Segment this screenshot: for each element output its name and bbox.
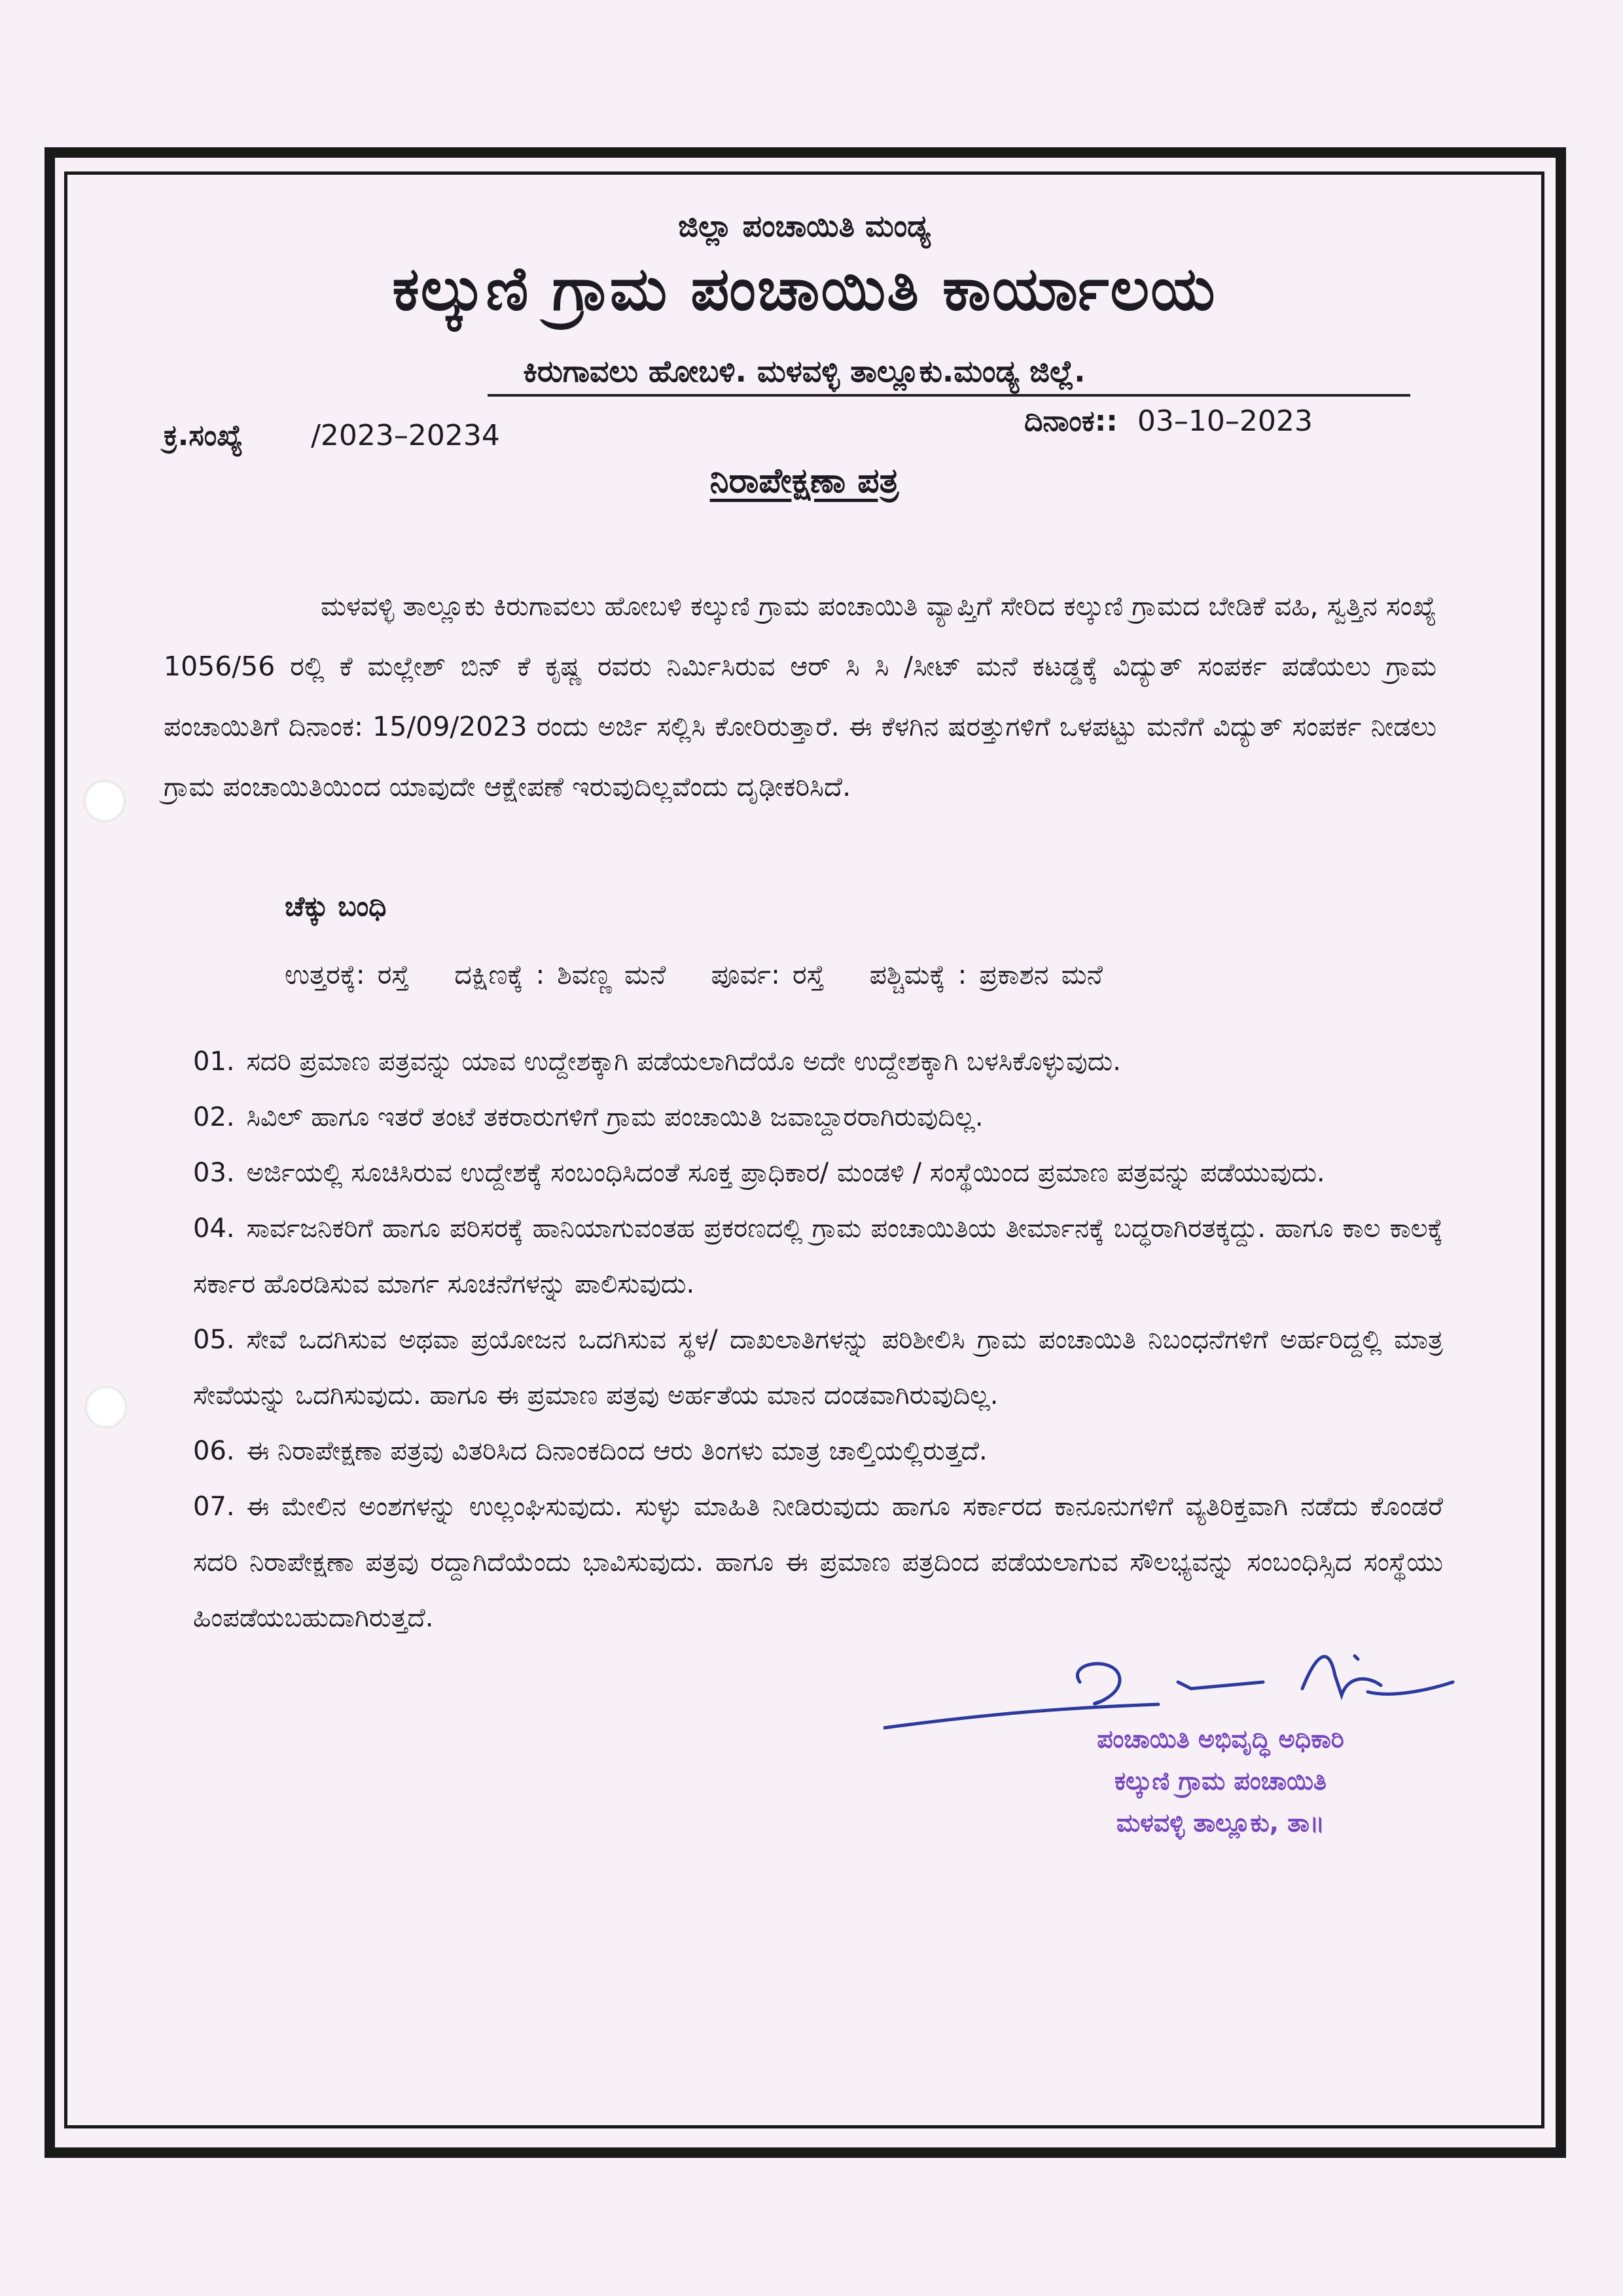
- date-label: ದಿನಾಂಕ::: [1024, 404, 1118, 438]
- boundary-east: ಪೂರ್ವ: ರಸ್ತೆ: [711, 959, 825, 990]
- condition-item: [193, 1034, 1443, 1090]
- header-rule: [488, 394, 1410, 397]
- document-title: [64, 461, 1544, 501]
- office-title: ಕಲ್ಕುಣಿ ಗ್ರಾಮ ಪಂಚಾಯಿತಿ ಕಾರ್ಯಾಲಯ: [392, 254, 1217, 324]
- issue-date: [1024, 404, 1313, 438]
- condition-number: 01.: [193, 1047, 235, 1077]
- condition-item: [193, 1201, 1443, 1312]
- stamp-line-designation: ಪಂಚಾಯಿತಿ ಅಭಿವೃದ್ಧಿ ಅಧಿಕಾರಿ: [1097, 1725, 1344, 1753]
- condition-item: [193, 1090, 1443, 1145]
- condition-text: ಸಿವಿಲ್ ಹಾಗೂ ಇತರೆ ತಂಟೆ ತಕರಾರುಗಳಿಗೆ ಗ್ರಾಮ ಪಂಚಾಯಿತಿ ಜವಾಬ್ದಾರರಾಗಿರುವುದಿಲ್ಲ.: [246, 1102, 984, 1132]
- body-paragraph: ಮಳವಳ್ಳಿ ತಾಲ್ಲೂಕು ಕಿರುಗಾವಲು ಹೋಬಳಿ ಕಲ್ಕುಣಿ ಗ್ರಾಮ ಪಂಚಾಯಿತಿ ವ್ಯಾಪ್ತಿಗೆ ಸೇರಿದ ಕಲ್ಕುಣಿ ಗ್ರಾಮದ ಬೇಡಿಕೆ ವಹಿ, ಸ್ವತ್ತಿನ ಸಂಖ್ಯೆ 1056/56 ರಲ್ಲಿ ಕೆ ಮಲ್ಲೇಶ್ ಬಿನ್ ಕೆ ಕೃಷ್ಣ ರವರು ನಿರ್ಮಿಸಿರುವ ಆರ್ ಸಿ ಸಿ /ಸೀಟ್ ಮನೆ ಕಟಡ್ಡಕ್ಕೆ ವಿದ್ಯುತ್ ಸಂಪರ್ಕ ಪಡೆಯಲು ಗ್ರಾಮ ಪಂಚಾಯಿತಿಗೆ ದಿನಾಂಕ: 15/09/2023 ರಂದು ಅರ್ಜಿ ಸಲ್ಲಿಸಿ ಕೋರಿರುತ್ತಾರೆ. ಈ ಕೆಳಗಿನ ಷರತ್ತುಗಳಿಗೆ ಒಳಪಟ್ಟು ಮನೆಗೆ ವಿದ್ಯುತ್ ಸಂಪರ್ಕ ನೀಡಲು ಗ್ರಾಮ ಪಂಚಾಯಿತಿಯಿಂದ ಯಾವುದೇ ಆಕ್ಷೇಪಣೆ ಇರುವುದಿಲ್ಲವೆಂದು ದೃಢೀಕರಿಸಿದೆ.: [164, 590, 1436, 802]
- stamp-line-office: ಕಲ್ಕುಣಿ ಗ್ರಾಮ ಪಂಚಾಯಿತಿ: [1114, 1767, 1327, 1795]
- punch-hole: [85, 1386, 127, 1428]
- boundary-south: ದಕ್ಷಿಣಕ್ಕೆ : ಶಿವಣ್ಣ ಮನೆ: [454, 959, 666, 990]
- condition-item: [193, 1424, 1443, 1479]
- reference-label: ಕ್ರ.ಸಂಖ್ಯೆ: [164, 419, 243, 452]
- document-title-text: ನಿರಾಪೇಕ್ಷಣಾ ಪತ್ರ: [709, 461, 899, 501]
- condition-number: 07.: [193, 1492, 235, 1522]
- condition-item: [193, 1312, 1443, 1424]
- conditions-list: [193, 1034, 1443, 1646]
- stamp-line-taluk: ಮಳವಳ್ಳಿ ತಾಲ್ಲೂಕು, ತಾ॥: [1116, 1808, 1325, 1837]
- district-name: ಜಿಲ್ಲಾ ಪಂಚಾಯಿತಿ ಮಂಡ್ಯ: [678, 208, 931, 243]
- condition-number: 02.: [193, 1102, 235, 1132]
- condition-text: ಸೇವೆ ಒದಗಿಸುವ ಅಥವಾ ಪ್ರಯೋಜನ ಒದಗಿಸುವ ಸ್ಥಳ/ ದಾಖಲಾತಿಗಳನ್ನು ಪರಿಶೀಲಿಸಿ ಗ್ರಾಮ ಪಂಚಾಯಿತಿ ನಿಬಂಧನೆಗಳಿಗೆ ಅರ್ಹರಿದ್ದಲ್ಲಿ ಮಾತ್ರ ಸೇವೆಯನ್ನು ಒದಗಿಸುವುದು. ಹಾಗೂ ಈ ಪ್ರಮಾಣ ಪತ್ರವು ಅರ್ಹತೆಯ ಮಾನ ದಂಡವಾಗಿರುವುದಿಲ್ಲ.: [193, 1325, 1443, 1410]
- boundary-north: ಉತ್ತರಕ್ಕೆ: ರಸ್ತೆ: [285, 959, 410, 990]
- official-stamp: [1021, 1718, 1420, 1844]
- signature-stroke: [883, 1656, 1453, 1728]
- reference-number: [164, 419, 500, 452]
- condition-number: 05.: [193, 1325, 235, 1355]
- punch-hole: [84, 780, 126, 822]
- condition-number: 03.: [193, 1158, 235, 1188]
- reference-value: /2023–20234: [311, 419, 500, 452]
- condition-text: ಈ ನಿರಾಪೇಕ್ಷಣಾ ಪತ್ರವು ವಿತರಿಸಿದ ದಿನಾಂಕದಿಂದ ಆರು ತಿಂಗಳು ಮಾತ್ರ ಚಾಲ್ತಿಯಲ್ಲಿರುತ್ತದೆ.: [246, 1436, 988, 1466]
- condition-text: ಸದರಿ ಪ್ರಮಾಣ ಪತ್ರವನ್ನು ಯಾವ ಉದ್ದೇಶಕ್ಕಾಗಿ ಪಡೆಯಲಾಗಿದೆಯೊ ಅದೇ ಉದ್ದೇಶಕ್ಕಾಗಿ ಬಳಸಿಕೊಳ್ಳುವುದು.: [246, 1047, 1121, 1077]
- boundaries-row: [285, 959, 1135, 991]
- boundary-west: ಪಶ್ಚಿಮಕ್ಕೆ : ಪ್ರಕಾಶನ ಮನೆ: [869, 959, 1103, 990]
- condition-number: 04.: [193, 1213, 235, 1244]
- condition-text: ಸಾರ್ವಜನಿಕರಿಗೆ ಹಾಗೂ ಪರಿಸರಕ್ಕೆ ಹಾನಿಯಾಗುವಂತಹ ಪ್ರಕರಣದಲ್ಲಿ ಗ್ರಾಮ ಪಂಚಾಯಿತಿಯ ತೀರ್ಮಾನಕ್ಕೆ ಬದ್ಧರಾಗಿರತಕ್ಕದ್ದು. ಹಾಗೂ ಕಾಲ ಕಾಲಕ್ಕೆ ಸರ್ಕಾರ ಹೊರಡಿಸುವ ಮಾರ್ಗ ಸೂಚನೆಗಳನ್ನು ಪಾಲಿಸುವುದು.: [193, 1213, 1443, 1299]
- condition-number: 06.: [193, 1436, 235, 1466]
- condition-text: ಈ ಮೇಲಿನ ಅಂಶಗಳನ್ನು ಉಲ್ಲಂಘಿಸುವುದು. ಸುಳ್ಳು ಮಾಹಿತಿ ನೀಡಿರುವುದು ಹಾಗೂ ಸರ್ಕಾರದ ಕಾನೂನುಗಳಿಗೆ ವ್ಯತಿರಿಕ್ತವಾಗಿ ನಡೆದು ಕೊಂಡರೆ ಸದರಿ ನಿರಾಪೇಕ್ಷಣಾ ಪತ್ರವು ರದ್ದಾಗಿದೆಯೆಂದು ಭಾವಿಸುವುದು. ಹಾಗೂ ಈ ಪ್ರಮಾಣ ಪತ್ರದಿಂದ ಪಡೆಯಲಾಗುವ ಸೌಲಭ್ಯವನ್ನು ಸಂಬಂಧಿಸ್ಸಿದ ಸಂಸ್ಥೆಯು ಹಿಂಪಡೆಯಬಹುದಾಗಿರುತ್ತದೆ.: [193, 1492, 1443, 1633]
- date-value: 03–10–2023: [1137, 404, 1313, 438]
- condition-text: ಅರ್ಜಿಯಲ್ಲಿ ಸೂಚಿಸಿರುವ ಉದ್ದೇಶಕ್ಕೆ ಸಂಬಂಧಿಸಿದಂತೆ ಸೂಕ್ತ ಪ್ರಾಧಿಕಾರ/ ಮಂಡಳಿ / ಸಂಸ್ಥೆಯಿಂದ ಪ್ರಮಾಣ ಪತ್ರವನ್ನು ಪಡೆಯುವುದು.: [246, 1158, 1325, 1188]
- office-address: ಕಿರುಗಾವಲು ಹೋಬಳಿ. ಮಳವಳ್ಳಿ ತಾಲ್ಲೂಕು.ಮಂಡ್ಯ ಜಿಲ್ಲೆ.: [523, 353, 1086, 389]
- condition-item: [193, 1145, 1443, 1201]
- boundaries-title: ಚೆಕ್ಕು ಬಂಧಿ: [285, 890, 387, 922]
- condition-item: [193, 1479, 1443, 1646]
